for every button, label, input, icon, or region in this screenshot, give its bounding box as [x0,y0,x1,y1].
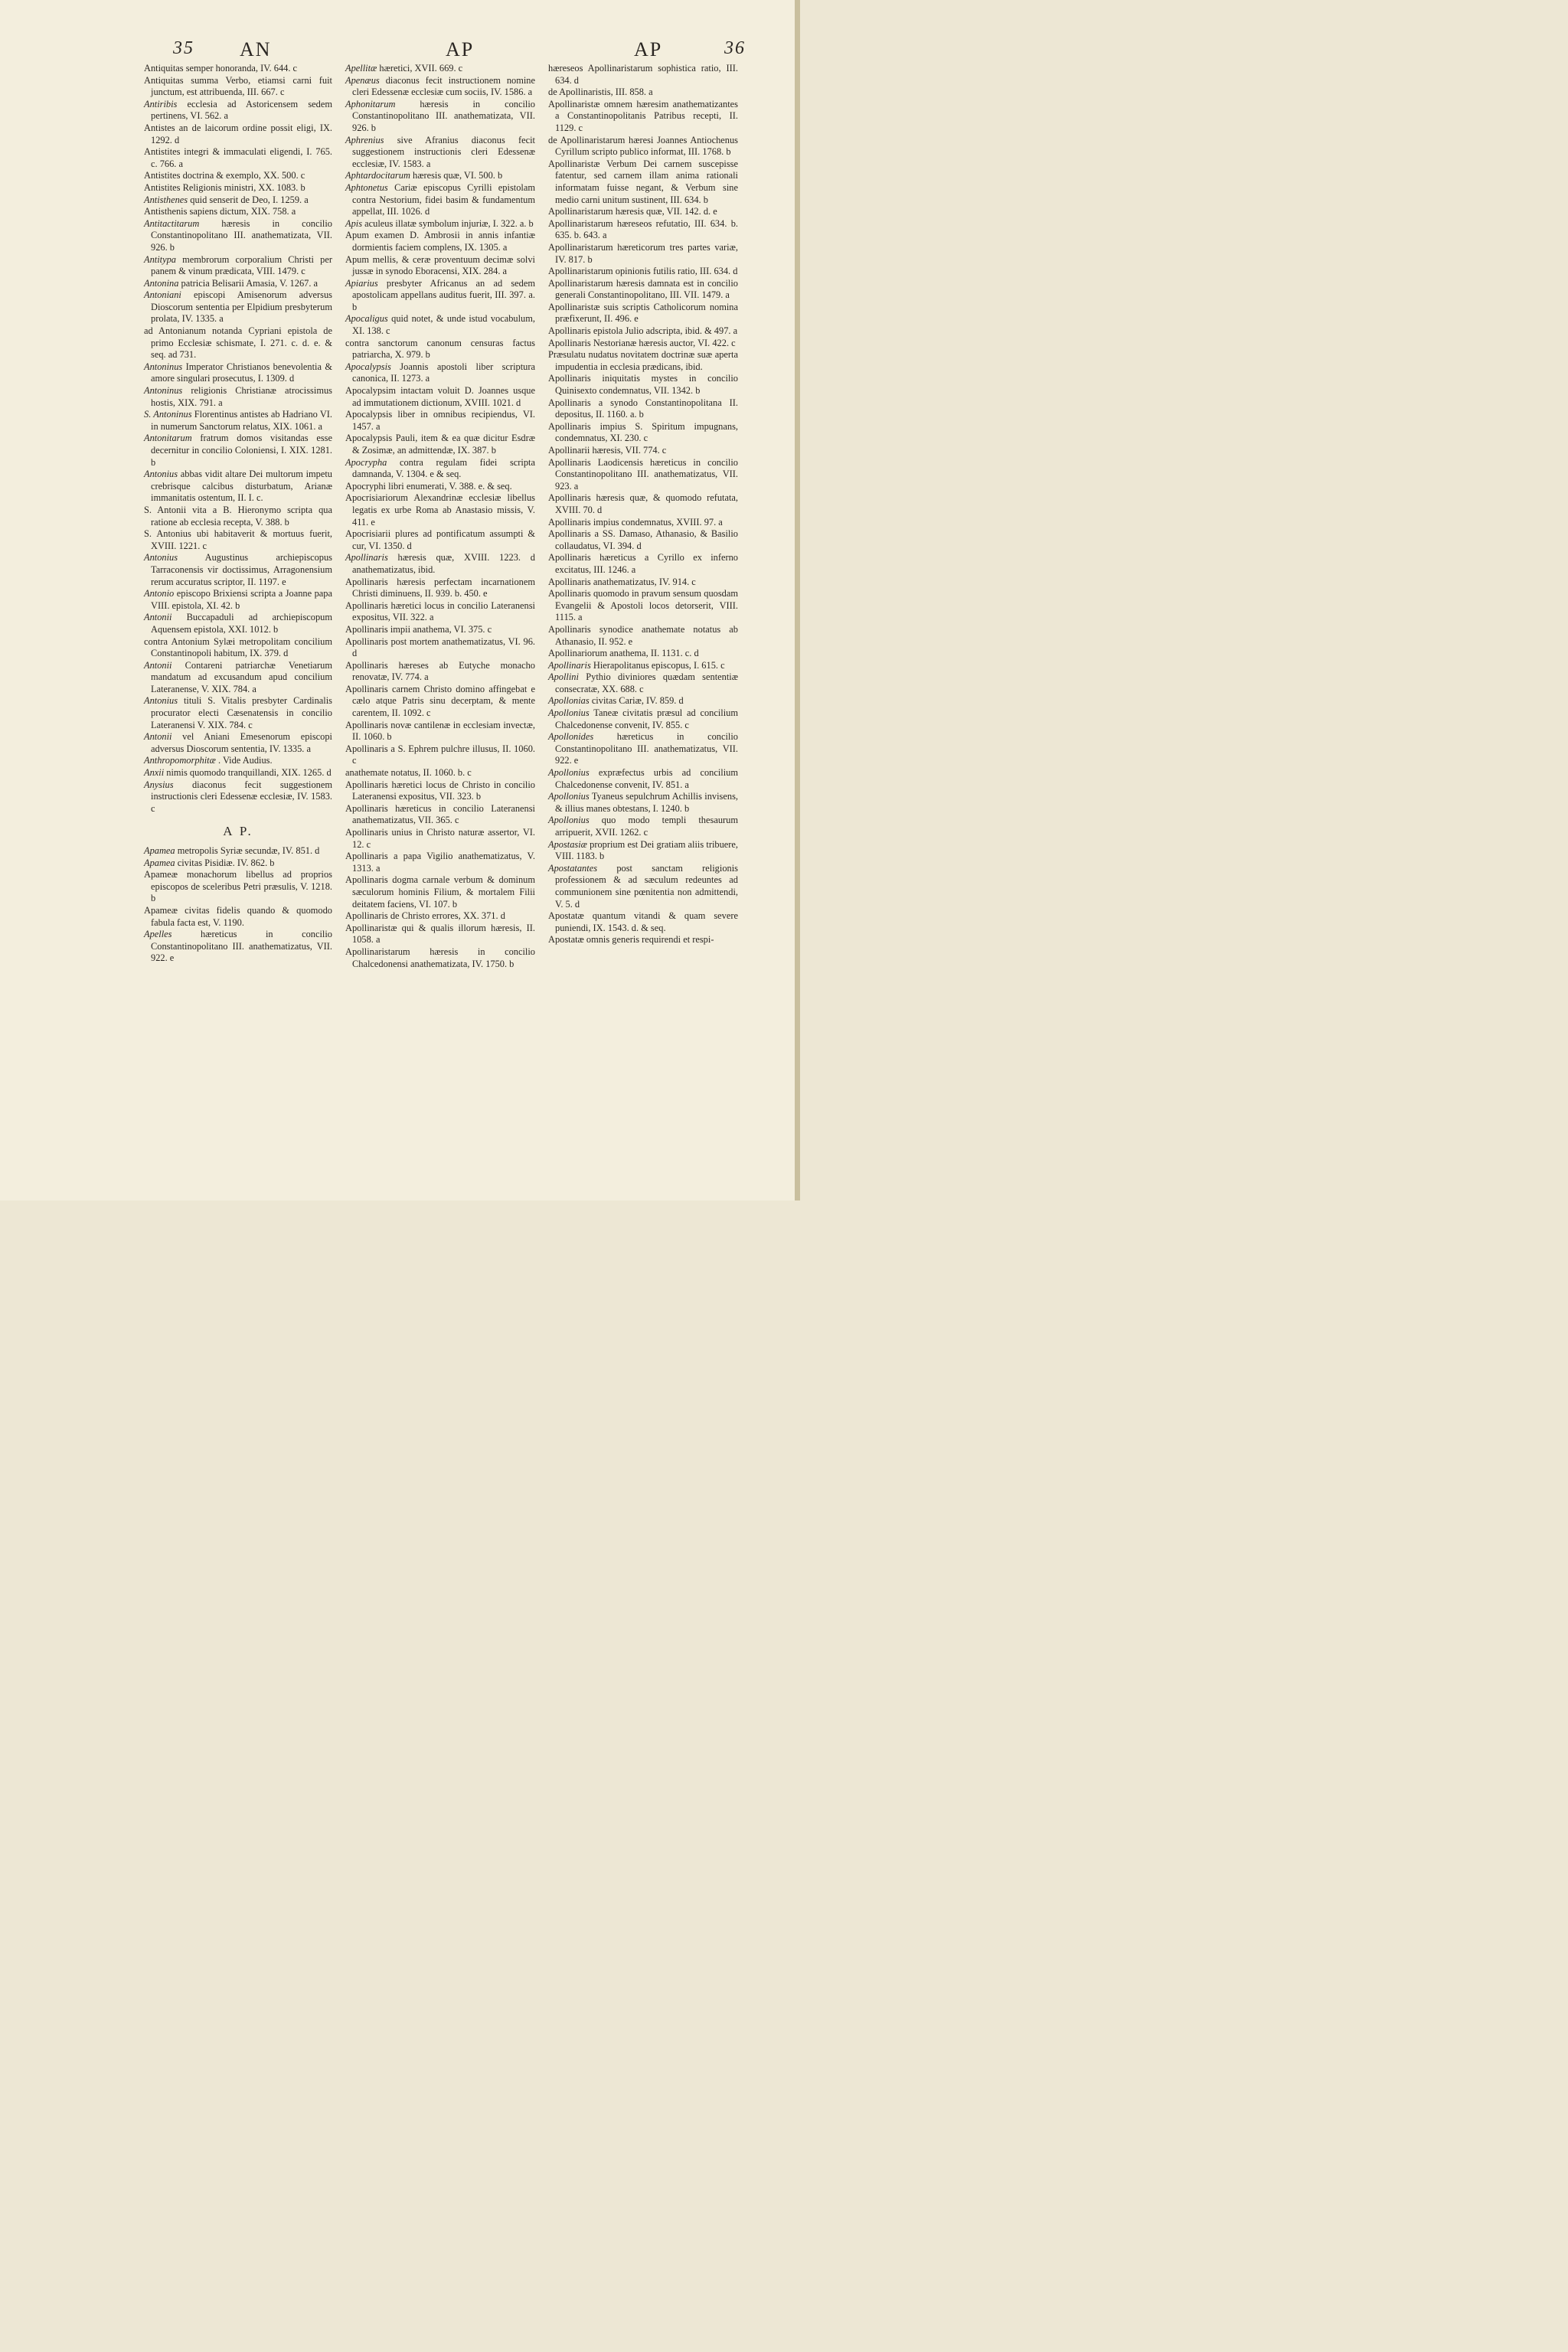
index-text: hæretici, XVII. 669. c [379,63,463,74]
index-text: post sanctam religionis professionem & ad sæculum redeuntes ad communionem sine pœnitentia non admittendi, V. 5. d [555,862,738,910]
index-lemma: Antonina [144,277,179,289]
index-text: de Apollinaristarum hæresi Joannes Antiochenus Cyrillum scripto publico informat, III. 1768. b [548,134,738,158]
index-text: episcopi Amisenorum adversus Dioscorum sententia per Elpidium presbyterum prolata, IV. 1335. a [151,289,332,325]
index-lemma: Apollinaris [345,552,388,564]
index-lemma: Apamea [144,845,175,856]
index-lemma: Apiarius [345,277,378,289]
index-text: Apollinaris hæretici locus de Christo in concilio Lateranensi expositus, VII. 323. b [345,779,535,802]
index-text: Apollinaris a SS. Damaso, Athanasio, & Basilio collaudatus, VI. 394. d [548,528,738,551]
index-entry [345,278,535,314]
index-text: contra sanctorum canonum censuras factus patriarcha, X. 979. b [345,337,535,361]
index-entry [144,695,332,731]
index-column-left [144,63,332,965]
index-lemma: Apollinaris [548,659,591,671]
index-text: Antiquitas summa Verbo, etiamsi carni fuit junctum, est attribuenda, III. 667. c [144,74,332,98]
index-text: Antistes an de laicorum ordine possit eligi, IX. 1292. d [144,122,332,145]
index-entry [144,278,332,290]
index-entry [548,325,738,338]
index-lemma: Apostatantes [548,862,598,874]
index-entry [144,194,332,207]
index-entry [144,929,332,965]
index-entry [548,349,738,373]
index-text: Apollinarii hæresis, VII. 774. c [548,445,667,456]
index-text: Apocalypsis Pauli, item & ea quæ dicitur Esdræ & Zosimæ, an admittendæ, IX. 387. b [345,433,535,456]
index-entry [345,720,535,743]
index-text: Antistites integri & immaculati eligendi, I. 765. c. 766. a [144,146,332,169]
index-entry [548,624,738,648]
index-entry [548,206,738,218]
index-text: patricia Belisarii Amasia, V. 1267. a [181,277,318,289]
index-text: Apostatæ omnis generis requirendi et respi- [548,934,714,946]
index-entry [144,767,332,779]
index-text: hæresis quæ, VI. 500. b [413,170,503,181]
index-text: Antistites Religionis ministri, XX. 1083. b [144,181,305,193]
page-number-right: 36 [724,38,746,58]
index-text: Apollinaris epistola Julio adscripta, ibid. & 497. a [548,325,738,337]
running-head-right: AP [634,38,663,60]
index-entry [345,528,535,552]
index-text: Apollinaris hæreticus in concilio Lateranensi anathematizatus, VII. 365. c [345,802,535,826]
index-text: Apollinaris Nestorianæ hæresis auctor, VI. 422. c [548,337,736,348]
index-text: Apollinaristarum hæreseos refutatio, III. 634. b. 635. b. 643. a [548,217,738,241]
index-entry [144,206,332,218]
index-entry [345,170,535,182]
index-text: . Vide Audius. [217,755,273,766]
index-text: Cariæ episcopus Cyrilli epistolam contra Nestorium, fidei basim & fundamentum appellat, III. 1026. d [352,181,535,217]
index-entry [144,660,332,696]
index-entry [548,671,738,695]
index-entry [144,254,332,278]
index-entry [548,99,738,135]
running-head-middle: AP [446,38,475,60]
index-entry [144,869,332,905]
index-lemma: Apollini [548,671,579,683]
index-entry [548,457,738,493]
index-entry [144,588,332,612]
index-text: Apollinaris impius S. Spiritum impugnans, condemnatus, XI. 230. c [548,420,738,444]
index-entry [345,230,535,253]
index-text: Antiquitas semper honoranda, IV. 644. c [144,63,298,74]
index-text: Apollinaris impius condemnatus, XVIII. 97. a [548,516,723,528]
index-entry [345,923,535,946]
index-text: Apollinaris hæresis quæ, & quomodo refutata, XVIII. 70. d [548,492,738,515]
index-entry [345,135,535,171]
index-entry [548,278,738,302]
index-text: Apameæ monachorum libellus ad proprios episcopos de sceleribus Petri præsulis, V. 1218. b [144,869,332,904]
index-text: Apollinaris quomodo in pravum sensum quosdam Evangelii & Apostoli locos detorserit, VIII. 1115. a [548,588,738,623]
index-text: Apollinaristarum hæreticorum tres partes variæ, IV. 817. b [548,241,738,265]
index-entry [144,99,332,122]
index-lemma: Antonii [144,612,172,623]
index-text: Apollinaris carnem Christo domino affingebat e cælo atque Patris sinu decerptam, & mente carentem, II. 1092. c [345,683,535,719]
index-text: Apollinaris hæresis perfectam incarnationem Christi diminuens, II. 939. b. 450. e [345,576,535,599]
index-text: Apollinaris de Christo errores, XX. 371. d [345,910,505,922]
index-lemma: Antonio [144,588,175,599]
index-entry [548,528,738,552]
index-entry [548,767,738,791]
index-text: Apocrisiarii plures ad pontificatum assumpti & cur, VI. 1350. d [345,528,535,551]
index-column-right [548,63,738,946]
entry-list-left-ap [144,845,332,965]
index-lemma: Anysius [144,779,174,790]
index-text: S. Antonius ubi habitaverit & mortuus fuerit, XVIII. 1221. c [144,528,332,551]
index-lemma: Apocaligus [345,313,388,325]
index-text: proprium est Dei gratiam aliis tribuere, VIII. 1183. b [555,838,738,862]
index-entry [144,779,332,815]
index-text: quo modo templi thesaurum arripuerit, XVII. 1262. c [555,815,738,838]
index-text: Apollinaristæ suis scriptis Catholicorum nomina præfixerunt, II. 496. e [548,301,738,325]
index-lemma: Apollonius [548,791,590,802]
page-edge [795,0,800,1200]
index-text: Apollinaristarum opinionis futilis ratio, III. 634. d [548,266,738,277]
index-text: Apollinaristæ qui & qualis illorum hæresis, II. 1058. a [345,922,535,946]
index-entry [144,122,332,146]
book-page [0,0,800,1200]
index-entry [548,242,738,266]
index-entry [144,528,332,552]
index-text: Apollinaris hæretici locus in concilio Lateranensi expositus, VII. 322. a [345,599,535,623]
index-text: Apocryphi libri enumerati, V. 388. e. & seq. [345,480,512,492]
index-entry [345,684,535,720]
index-text: Apollinaris iniquitatis mystes in concilio Quinisexto condemnatus, VII. 1342. b [548,373,738,397]
index-entry [345,433,535,456]
index-text: contra Antonium Sylæi metropolitam concilium Constantinopoli habitum, IX. 379. d [144,635,332,659]
index-text: Apollinaris hæreses ab Eutyche monacho renovatæ, IV. 774. a [345,659,535,683]
index-entry [345,338,535,361]
index-lemma: Aphonitarum [345,98,396,109]
index-text: metropolis Syriæ secundæ, IV. 851. d [177,845,320,856]
page-number-left: 35 [173,38,194,58]
index-entry [144,289,332,325]
index-text: Apollinaristarum hæresis in concilio Chalcedonensi anathematizata, IV. 1750. b [345,946,535,969]
index-lemma: Antonius [144,695,178,707]
index-entry [345,910,535,923]
index-entry [345,481,535,493]
index-text: Apollinaris a S. Ephrem pulchre illusus, II. 1060. c [345,743,535,766]
index-text: ecclesia ad Astoricensem sedem pertinens, VI. 562. a [151,98,332,122]
index-text: abbas vidit altare Dei multorum impetu crebrisque calcibus disturbatum, Arianæ immanitatis ostentum, II. I. c. [151,469,332,504]
index-text: aculeus illatæ symbolum injuriæ, I. 322. a. b [364,217,534,229]
index-text: Apollinaris novæ cantilenæ in ecclesiam invectæ, II. 1060. b [345,719,535,743]
index-entry [345,552,535,576]
index-entry [345,636,535,660]
index-text: Apocalypsim intactam voluit D. Joannes usque ad immutationem dictionum, XVIII. 1021. d [345,385,535,408]
index-text: expræfectus urbis ad concilium Chalcedonense convenit, IV. 851. a [555,767,738,790]
index-entry [548,648,738,660]
index-entry [548,707,738,731]
index-entry [548,695,738,707]
index-text: S. Antonii vita a B. Hieronymo scripta qua ratione ab ecclesia recepta, V. 388. b [144,504,332,528]
index-entry [345,182,535,218]
index-lemma: Apocrypha [345,456,387,468]
index-lemma: Antonius [144,469,178,480]
index-lemma: Apostasiæ [548,838,587,850]
index-text: Imperator Christianos benevolentia & amore singulari prosecutus, I. 1309. d [151,361,332,384]
index-entry [345,492,535,528]
index-entry [345,743,535,767]
index-entry [548,934,738,946]
index-entry [548,660,738,672]
index-text: Florentinus antistes ab Hadriano VI. in numerum Sanctorum relatus, XIX. 1061. a [151,409,332,432]
index-entry [345,577,535,600]
index-lemma: Aphrenius [345,134,384,145]
index-entry [548,158,738,206]
index-text: diaconus fecit suggestionem instructionis cleri Edessenæ ecclesiæ, IV. 1583. c [151,779,332,814]
index-text: religionis Christianæ atrocissimus hostis, XIX. 791. a [151,385,332,408]
index-text: hæresis quæ, XVIII. 1223. d anathematizatus, ibid. [352,552,535,575]
index-lemma: Antoninus [144,361,183,372]
index-text: Præsulatu nudatus novitatem doctrinæ suæ aperta impudentia in ecclesia prædicans, ibid. [548,349,738,372]
index-lemma: Antisthenes [144,194,188,205]
index-lemma: Antonii [144,731,172,743]
index-text: Joannis apostoli liber scriptura canonica, II. 1273. a [352,361,535,384]
index-entry [144,170,332,182]
index-text: Apollinaristarum hæresis damnata est in concilio generali Constantinopolitano, III. VII. 1479. a [548,277,738,301]
index-entry [345,99,535,135]
index-entry [345,767,535,779]
index-entry [144,146,332,170]
index-text: Apollinaristarum hæresis quæ, VII. 142. d. e [548,206,717,217]
index-entry [345,218,535,230]
index-entry [548,577,738,589]
index-entry [345,457,535,481]
index-lemma: Antonii [144,659,172,671]
index-text: hæreticus in concilio Constantinopolitano III. anathematizatus, VII. 922. e [555,731,738,766]
index-text: Apocalypsis liber in omnibus recipiendus, VI. 1457. a [345,409,535,432]
index-entry [548,588,738,624]
index-entry [548,421,738,445]
index-entry [548,445,738,457]
index-text: civitas Cariæ, IV. 859. d [591,695,684,707]
index-entry [345,851,535,874]
index-text: Apollinaris impii anathema, VI. 375. c [345,623,492,635]
index-text: quid notet, & unde istud vocabulum, XI. 138. c [352,313,535,337]
index-lemma: Apelles [144,929,172,940]
index-text: Tyaneus sepulchrum Achillis invisens, & illius manes obtestans, I. 1240. b [555,791,738,814]
index-entry [345,409,535,433]
index-text: Apum mellis, & ceræ proventuum decimæ solvi jussæ in synodo Eboracensi, XIX. 284. a [345,253,535,277]
index-text: Apollinaris a synodo Constantinopolitana II. depositus, II. 1160. a. b [548,397,738,420]
index-entry [548,910,738,934]
index-lemma: Antoninus [144,385,183,397]
index-text: Apollinaris unius in Christo naturæ assertor, VI. 12. c [345,827,535,850]
index-entry [144,385,332,409]
index-text: Pythio diviniores quædam sententiæ consecratæ, XX. 688. c [555,671,738,694]
index-entry [144,325,332,361]
index-text: Apameæ civitas fidelis quando & quomodo fabula facta est, V. 1190. [144,904,332,928]
index-lemma: Apollonius [548,707,590,719]
index-text: Apollinaris anathematizatus, IV. 914. c [548,576,696,587]
index-text: episcopo Brixiensi scripta a Joanne papa VIII. epistola, XI. 42. b [151,588,332,611]
index-entry [345,803,535,827]
index-entry [345,660,535,684]
index-text: membrorum corporalium Christi per panem & vinum prædicata, VIII. 1479. c [151,253,332,277]
index-entry [144,75,332,99]
index-lemma: Antoniani [144,289,181,301]
index-entry [144,409,332,433]
index-entry [144,218,332,254]
index-text: quid senserit de Deo, I. 1259. a [190,194,309,205]
index-text: hæresis in concilio Constantinopolitano III. anathematizata, VII. 926. b [151,217,332,253]
entry-list-right [548,63,738,946]
index-text: contra regulam fidei scripta damnanda, V. 1304. e & seq. [352,456,535,480]
index-entry [548,839,738,863]
index-lemma: Apollonius [548,767,590,779]
index-entry [548,552,738,576]
index-text: anathemate notatus, II. 1060. b. c [345,767,472,779]
index-entry [144,433,332,469]
index-text: vel Aniani Emesenorum episcopi adversus Dioscorum sententia, IV. 1335. a [151,731,332,754]
index-text: Augustinus archiepiscopus Tarraconensis vir doctissimus, Arragonensium rerum accuratus scriptor, II. 1197. e [151,552,332,587]
index-lemma: Aphtonetus [345,181,388,193]
index-text: presbyter Africanus an ad sedem apostolicam appellans auditus fuerit, III. 397. a. b [352,277,535,312]
index-entry [144,552,332,588]
index-entry [144,361,332,385]
index-entry [144,858,332,870]
index-lemma: Apollonias [548,695,590,707]
index-text: Apollinaris a papa Vigilio anathematizatus, V. 1313. a [345,851,535,874]
index-text: Contareni patriarchæ Venetiarum mandatum ad excusandum apud concilium Lateranense, V. XIX. 784. a [151,659,332,694]
index-entry [345,385,535,409]
index-lemma: Antiribis [144,98,178,109]
index-lemma: Apellitæ [345,63,377,74]
index-entry [548,517,738,529]
index-text: Antisthenis sapiens dictum, XIX. 758. a [144,206,296,217]
index-lemma: Antonitarum [144,433,192,444]
index-lemma: Antitactitarum [144,217,200,229]
index-text: Antistites doctrina & exemplo, XX. 500. c [144,170,305,181]
index-entry [548,791,738,815]
index-entry [345,75,535,99]
index-lemma: S. Antoninus [144,409,192,420]
index-entry [144,612,332,635]
index-entry [345,313,535,337]
index-entry [548,302,738,325]
section-heading: A P. [223,824,253,839]
index-lemma: Apenæus [345,74,380,86]
running-head-left: AN [240,38,272,60]
index-entry [144,63,332,75]
index-entry [345,779,535,803]
index-entry [144,731,332,755]
index-text: hæreseos Apollinaristarum sophistica ratio, III. 634. d [548,63,738,86]
index-text: Apollinaristæ omnem hæresim anathematizantes a Constantinopolitanis Patribus recepti, II. 1129. c [548,98,738,133]
index-column-middle [345,63,535,970]
index-entry [548,87,738,99]
index-entry [345,874,535,910]
index-entry [548,338,738,350]
index-entry [345,946,535,970]
index-text: Apollinaris Laodicensis hæreticus in concilio Constantinopolitano III. anathematizatus, VII. 923. a [548,456,738,492]
index-entry [548,218,738,242]
index-entry [345,63,535,75]
index-text: Taneæ civitatis præsul ad concilium Chalcedonense convenit, IV. 855. c [555,707,738,730]
index-text: ad Antonianum notanda Cypriani epistola de primo Ecclesiæ schismate, I. 271. c. d. e. & seq. ad 731. [144,325,332,361]
index-entry [144,636,332,660]
index-lemma: Apollonius [548,815,590,826]
index-text: Apollinaristæ Verbum Dei carnem suscepisse fatentur, sed carnem illam anima rationali informatam fuisse negant, & Verbum sine medio carni unitum sustinent, III. 634. b [548,158,738,205]
index-entry [548,63,738,87]
index-entry [548,135,738,158]
index-text: hæresis in concilio Constantinopolitano III. anathematizata, VII. 926. b [352,98,535,133]
index-text: Apollinariorum anathema, II. 1131. c. d [548,648,699,659]
index-entry [548,815,738,838]
index-text: Apum examen D. Ambrosii in annis infantiæ dormientis faciem complens, IX. 1305. a [345,230,535,253]
index-lemma: Antitypa [144,253,176,265]
index-text: diaconus fecit instructionem nomine cleri Edessenæ ecclesiæ cum sociis, IV. 1586. a [352,74,535,98]
index-lemma: Apis [345,217,363,229]
index-lemma: Antonius [144,552,178,564]
index-lemma: Apamea [144,857,175,868]
index-entry [548,731,738,767]
index-lemma: Apollonides [548,731,594,743]
index-entry [548,397,738,421]
index-entry [345,254,535,278]
index-entry [144,905,332,929]
index-text: hæreticus in concilio Constantinopolitano III. anathematizatus, VII. 922. e [151,929,332,964]
index-lemma: Anthropomorphitæ [144,755,216,766]
index-text: fratrum domos visitandas esse decernitur in concilio Coloniensi, I. XIX. 1281. b [151,433,332,468]
index-text: Apostatæ quantum vitandi & quam severe puniendi, IX. 1543. d. & seq. [548,910,738,933]
index-entry [548,373,738,397]
index-text: Buccapaduli ad archiepiscopum Aquensem epistola, XXI. 1012. b [151,612,332,635]
index-entry [144,755,332,767]
index-text: de Apollinaristis, III. 858. a [548,87,653,98]
index-text: nimis quomodo tranquillandi, XIX. 1265. d [166,767,332,779]
index-entry [144,469,332,505]
index-lemma: Anxii [144,767,165,779]
index-text: Apollinaris synodice anathemate notatus ab Athanasio, II. 952. e [548,623,738,647]
index-entry [345,600,535,624]
index-entry [144,182,332,194]
index-entry [144,505,332,528]
index-text: sive Afranius diaconus fecit suggestionem instructionis cleri Edessenæ ecclesiæ, IV. 1583. a [352,134,535,169]
index-entry [548,492,738,516]
index-entry [345,827,535,851]
entry-list-left [144,63,332,815]
index-lemma: Aphtardocitarum [345,170,410,181]
index-text: Apollinaris dogma carnale verbum & dominum sæculorum hominis Filium, & mortalem Filii deitatem faciens, VI. 107. b [345,874,535,910]
index-text: tituli S. Vitalis presbyter Cardinalis procurator electi Cæsenatensis in concilio Lateranensi V. XIX. 784. c [151,695,332,730]
entry-list-middle [345,63,535,970]
index-entry [548,863,738,910]
index-text: Apollinaris hæreticus a Cyrillo ex inferno excitatus, III. 1246. a [548,552,738,575]
index-entry [345,624,535,636]
index-entry [345,361,535,385]
index-entry [548,266,738,278]
index-text: Hierapolitanus episcopus, I. 615. c [593,659,725,671]
index-text: civitas Pisidiæ. IV. 862. b [177,857,275,868]
index-lemma: Apocalypsis [345,361,391,372]
index-text: Apollinaris post mortem anathematizatus, VI. 96. d [345,635,535,659]
index-text: Apocrisiariorum Alexandrinæ ecclesiæ libellus legatis ex urbe Roma ab Anastasio missis, V. 411. e [345,492,535,528]
index-entry [144,845,332,858]
